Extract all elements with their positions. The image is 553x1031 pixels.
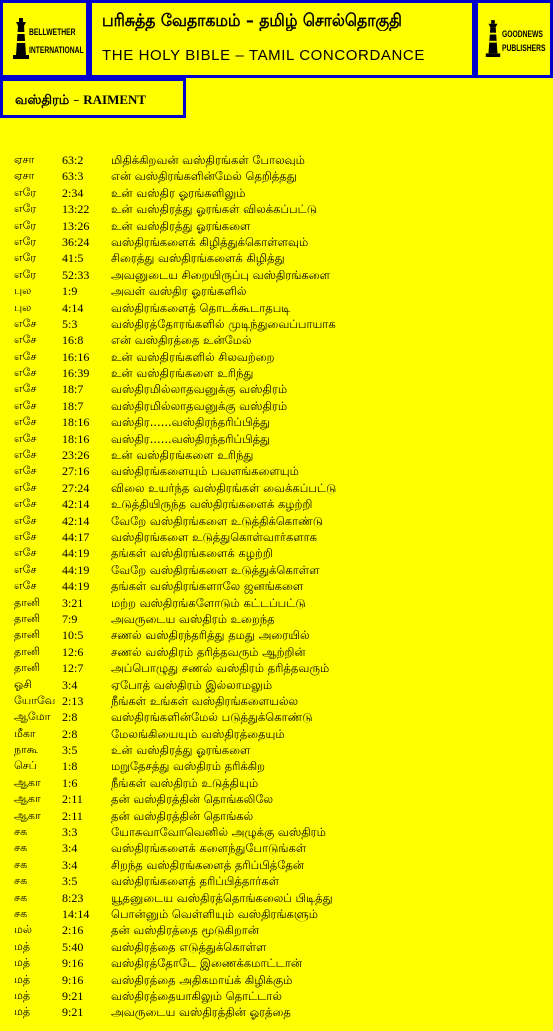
entry-text: வேறே வஸ்திரங்களை உடுத்துக்கொள்ள — [111, 562, 320, 577]
entry-reference: 16:39 — [62, 366, 90, 381]
entry-book: எசே — [14, 415, 37, 429]
entry-reference: 8:23 — [62, 890, 84, 905]
entry-row — [0, 152, 553, 168]
entry-text: வஸ்திரத்தை அதிகமாய்க் கிழிக்கும் — [111, 972, 293, 987]
entry-reference: 23:26 — [62, 448, 90, 463]
entry-book: எரே — [14, 251, 37, 265]
entry-row — [0, 693, 553, 709]
entry-row — [0, 349, 553, 365]
entry-book: சக — [14, 906, 28, 920]
entry-text: வஸ்திரங்களை உடுத்துகொள்வார்களாக — [111, 529, 318, 544]
entry-reference: 4:14 — [62, 300, 84, 315]
entry-row — [0, 414, 553, 430]
entry-reference: 44:19 — [62, 562, 90, 577]
entry-reference: 18:16 — [62, 415, 90, 430]
headword-dash: – — [73, 93, 80, 107]
goodnews-logo-box — [475, 0, 553, 78]
entry-text: வஸ்திரங்களின்மேல் படுத்துக்கொண்டு — [111, 710, 313, 725]
entry-text: அவனுடைய சிறையிருப்பு வஸ்திரங்களை — [111, 267, 331, 282]
entry-book: மத் — [14, 939, 31, 953]
entry-row — [0, 381, 553, 397]
entry-reference: 3:3 — [62, 825, 78, 840]
entry-book: நாகூ — [14, 743, 38, 757]
entry-book: தானி — [14, 611, 41, 625]
entry-reference: 18:7 — [62, 398, 84, 413]
entry-reference: 5:40 — [62, 939, 84, 954]
headword-box — [0, 78, 186, 118]
entry-row — [0, 873, 553, 889]
entry-text: யூதனுடைய வஸ்திரத்தொங்கலைப் பிடித்து — [111, 890, 333, 905]
entry-reference: 44:19 — [62, 546, 90, 561]
entry-text: வஸ்திரங்களைக் கிழித்துக்கொள்ளவும் — [111, 234, 309, 249]
entry-reference: 2:34 — [62, 185, 84, 200]
entry-text: வஸ்திரத்தோரங்களில் முடிந்துவைப்பாயாக — [111, 316, 336, 331]
entry-row — [0, 709, 553, 725]
entry-text: அவருடைய வஸ்திரம் உறைந்த — [111, 611, 275, 626]
entry-reference: 52:33 — [62, 267, 90, 282]
entry-book: எசே — [14, 529, 37, 543]
entry-row — [0, 972, 553, 988]
entry-text: வஸ்திரமில்லாதவனுக்கு வஸ்திரம் — [111, 382, 288, 397]
entry-text: சணல் வஸ்திரந்தரித்து தமது அரையில் — [111, 628, 310, 643]
entry-reference: 63:2 — [62, 153, 84, 167]
entry-row — [0, 267, 553, 283]
bellwether-logo-line-2: INTERNATIONAL — [29, 45, 84, 55]
entry-text: உன் வஸ்திரங்களை உரிந்து — [111, 366, 254, 381]
entry-row — [0, 922, 553, 938]
entry-text: நீங்கள் வஸ்திரம் உடுத்தியும் — [111, 775, 259, 790]
entry-text: வஸ்திரங்களையும் பவளங்களையும் — [111, 464, 299, 479]
entry-reference: 2:8 — [62, 710, 78, 725]
entry-reference: 12:7 — [62, 661, 84, 676]
entry-text: ஏபோத் வஸ்திரம் இல்லாமலும் — [111, 677, 273, 692]
entry-row — [0, 365, 553, 381]
entry-row — [0, 250, 553, 266]
entry-book: எசே — [14, 464, 37, 478]
entry-row — [0, 480, 553, 496]
entry-row — [0, 201, 553, 217]
entry-book: மத் — [14, 956, 31, 970]
entry-text: உன் வஸ்திரத்து ஓரங்களை — [111, 743, 251, 758]
entry-text: தன் வஸ்திரத்தின் தொங்கலிலே — [111, 792, 274, 807]
entry-reference: 18:7 — [62, 382, 84, 397]
entry-row — [0, 300, 553, 316]
entry-row — [0, 562, 553, 578]
entry-reference: 7:9 — [62, 611, 78, 626]
entry-text: சிரைத்து வஸ்திரங்களைக் கிழித்து — [111, 251, 285, 266]
entry-reference: 2:16 — [62, 923, 84, 938]
entry-reference: 44:19 — [62, 579, 90, 594]
entry-row — [0, 431, 553, 447]
entry-book: மத் — [14, 988, 31, 1002]
entry-book: எசே — [14, 448, 37, 462]
entry-book: சக — [14, 874, 28, 888]
entry-book: எசே — [14, 349, 37, 363]
entry-text: வஸ்திர......வஸ்திரந்தரிப்பித்து — [111, 431, 271, 446]
entry-row — [0, 234, 553, 250]
entry-book: சக — [14, 841, 28, 855]
entry-text: சிறந்த வஸ்திரங்களைத் தரிப்பித்தேன் — [111, 857, 305, 872]
entry-book: எசே — [14, 497, 37, 511]
entry-book: எரே — [14, 202, 37, 216]
entry-text: அவள் வஸ்திர ஓரங்களில் — [111, 284, 247, 299]
title-box — [89, 0, 475, 78]
goodnews-logo — [478, 3, 550, 75]
lighthouse-icon — [484, 17, 502, 61]
bellwether-logo-line-1: BELLWETHER — [29, 27, 76, 37]
bellwether-logo — [3, 3, 86, 75]
entry-book: எசே — [14, 480, 37, 494]
entry-row — [0, 168, 553, 184]
entry-text: வஸ்திரத்தை எடுத்துக்கொள்ள — [111, 939, 267, 954]
entry-text: உன் வஸ்திர ஓரங்களிலும் — [111, 185, 246, 200]
entry-book: சக — [14, 890, 28, 904]
entry-row — [0, 857, 553, 873]
entry-book: ஏசா — [14, 153, 35, 166]
entry-text: தன் வஸ்திரத்தை மூடுகிறான் — [111, 923, 259, 938]
entry-book: எசே — [14, 316, 37, 330]
goodnews-logo-line-1: GOODNEWS — [502, 29, 543, 39]
entry-reference: 9:16 — [62, 972, 84, 987]
entry-book: எசே — [14, 366, 37, 380]
entry-row — [0, 463, 553, 479]
entry-text: மற்ற வஸ்திரங்களோடும் கட்டப்பட்டு — [111, 595, 306, 610]
entry-text: என் வஸ்திரத்தை உன்மேல் — [111, 333, 252, 348]
entry-row — [0, 447, 553, 463]
entry-reference: 27:24 — [62, 480, 90, 495]
entry-reference: 2:11 — [62, 792, 83, 807]
entry-row — [0, 283, 553, 299]
entry-text: வஸ்திரமில்லாதவனுக்கு வஸ்திரம் — [111, 398, 288, 413]
entry-text: யோசுவாவோவெனில் அழுக்கு வஸ்திரம் — [111, 825, 326, 840]
entry-book: செப் — [14, 759, 37, 773]
headword-english: RAIMENT — [83, 92, 147, 107]
entry-reference: 5:3 — [62, 316, 78, 331]
entry-reference: 41:5 — [62, 251, 84, 266]
entry-row — [0, 644, 553, 660]
entry-row — [0, 496, 553, 512]
entry-text: வஸ்திரங்களைத் தொடக்கூடாதபடி — [111, 300, 291, 315]
entry-reference: 3:4 — [62, 857, 78, 872]
entry-text: விலை உயர்ந்த வஸ்திரங்கள் வைக்கப்பட்டு — [111, 480, 337, 495]
entry-book: மத் — [14, 1005, 31, 1019]
entry-book: ஆகா — [14, 792, 41, 806]
entry-row — [0, 808, 553, 824]
entry-reference: 42:14 — [62, 497, 90, 512]
entry-reference: 16:16 — [62, 349, 90, 364]
entry-row — [0, 742, 553, 758]
entry-book: எசே — [14, 333, 37, 347]
entry-reference: 9:16 — [62, 956, 84, 971]
entry-book: எரே — [14, 234, 37, 248]
lighthouse-icon — [11, 17, 31, 61]
title-english: THE HOLY BIBLE – TAMIL CONCORDANCE — [102, 47, 425, 64]
entry-reference: 3:4 — [62, 841, 78, 856]
entry-reference: 2:13 — [62, 693, 84, 708]
entry-reference: 1:6 — [62, 775, 78, 790]
entry-text: வேறே வஸ்திரங்களை உடுத்திக்கொண்டு — [111, 513, 324, 528]
entry-row — [0, 775, 553, 791]
entry-text: தன் வஸ்திரத்தின் தொங்கல் — [111, 808, 254, 823]
entry-reference: 16:8 — [62, 333, 84, 348]
entry-row — [0, 218, 553, 234]
entry-text: உன் வஸ்திரங்களை உரிந்து — [111, 448, 254, 463]
entry-reference: 13:22 — [62, 202, 90, 217]
entry-reference: 3:5 — [62, 743, 78, 758]
entry-reference: 14:14 — [62, 906, 90, 921]
entry-book: ஆகா — [14, 808, 41, 822]
entry-row — [0, 840, 553, 856]
entry-row — [0, 677, 553, 693]
entry-text: தங்கள் வஸ்திரங்களாலே ஜனங்களை — [111, 579, 304, 594]
entry-reference: 13:26 — [62, 218, 90, 233]
entry-row — [0, 398, 553, 414]
entry-row — [0, 791, 553, 807]
entry-text: அப்பொழுது சணல் வஸ்திரம் தரித்தவரும் — [111, 661, 330, 676]
entry-book: எசே — [14, 431, 37, 445]
entry-book: ஓசி — [14, 677, 32, 691]
entry-book: புல — [14, 284, 32, 298]
entry-book: ஏசா — [14, 169, 35, 183]
entry-row — [0, 824, 553, 840]
entry-book: எசே — [14, 398, 37, 412]
entry-row — [0, 611, 553, 627]
entry-text: உன் வஸ்திரத்து ஓரங்கள் விலக்கப்பட்டு — [111, 202, 318, 217]
entry-reference: 27:16 — [62, 464, 90, 479]
entry-row — [0, 545, 553, 561]
entry-reference: 2:8 — [62, 726, 78, 741]
entry-book: தானி — [14, 661, 41, 675]
entry-row — [0, 185, 553, 201]
entry-reference: 18:16 — [62, 431, 90, 446]
entry-text: மேலங்கியையும் வஸ்திரத்தையும் — [111, 726, 285, 741]
entry-row — [0, 726, 553, 742]
entry-reference: 2:11 — [62, 808, 83, 823]
entry-text: உடுத்தியிருந்த வஸ்திரங்களைக் கழற்றி — [111, 497, 313, 512]
entry-text: சணல் வஸ்திரம் தரித்தவரும் ஆற்றின் — [111, 644, 306, 659]
entry-reference: 63:3 — [62, 169, 84, 184]
entry-reference: 1:9 — [62, 284, 78, 299]
entry-reference: 1:8 — [62, 759, 78, 774]
entry-row — [0, 332, 553, 348]
entry-book: யோவே — [14, 693, 56, 707]
goodnews-logo-line-2: PUBLISHERS — [502, 43, 546, 53]
entry-row — [0, 1004, 553, 1020]
entry-book: சக — [14, 857, 28, 871]
entry-row — [0, 955, 553, 971]
entry-reference: 3:5 — [62, 874, 78, 889]
entry-book: எசே — [14, 513, 37, 527]
entry-book: புல — [14, 300, 32, 314]
entry-text: அவருடைய வஸ்திரத்தின் ஓரத்தை — [111, 1005, 291, 1020]
entry-row — [0, 513, 553, 529]
entry-book: எரே — [14, 185, 37, 199]
entry-book: எசே — [14, 562, 37, 576]
entry-reference: 9:21 — [62, 988, 84, 1003]
entry-row — [0, 906, 553, 922]
entry-book: ஆகா — [14, 775, 41, 789]
entry-text: வஸ்திரத்தையாகிலும் தொட்டால் — [111, 988, 282, 1003]
entry-text: உன் வஸ்திரத்து ஓரங்களை — [111, 218, 251, 233]
entry-row — [0, 660, 553, 676]
bellwether-logo-box — [0, 0, 89, 78]
entry-reference: 36:24 — [62, 234, 90, 249]
entry-text: தங்கள் வஸ்திரங்களைக் கழற்றி — [111, 546, 273, 561]
entry-book: தானி — [14, 644, 41, 658]
title-tamil: பரிசுத்த வேதாகமம் – தமிழ் சொல்தொகுதி — [102, 11, 402, 31]
entry-book: எரே — [14, 267, 37, 281]
entry-book: மத் — [14, 972, 31, 986]
entry-book: ஆமோ — [14, 710, 51, 724]
entry-book: தானி — [14, 595, 41, 609]
entry-reference: 9:21 — [62, 1005, 84, 1020]
entry-text: வஸ்திர......வஸ்திரந்தரிப்பித்து — [111, 415, 271, 430]
entry-text: மிதிக்கிறவன் வஸ்திரங்கள் போலவும் — [111, 153, 305, 167]
entry-row — [0, 529, 553, 545]
entry-row — [0, 316, 553, 332]
entry-book: தானி — [14, 628, 41, 642]
entry-row — [0, 578, 553, 594]
entry-reference: 10:5 — [62, 628, 84, 643]
headword — [15, 89, 146, 109]
entry-text: நீங்கள் உங்கள் வஸ்திரங்களையல்ல — [111, 693, 299, 708]
entry-row — [0, 758, 553, 774]
entry-reference: 12:6 — [62, 644, 84, 659]
entry-row — [0, 595, 553, 611]
entry-book: மீகா — [14, 726, 36, 740]
concordance-entries — [0, 152, 553, 1021]
entry-row — [0, 890, 553, 906]
entry-book: சக — [14, 825, 28, 839]
entry-book: மல் — [14, 923, 32, 937]
entry-text: வஸ்திரங்களைக் களைந்துபோடுங்கள் — [111, 841, 307, 856]
headword-tamil: வஸ்திரம் — [15, 93, 70, 108]
entry-text: என் வஸ்திரங்களின்மேல் தெறித்தது — [111, 169, 297, 184]
entry-text: வஸ்திரத்தோடே இணைக்கமாட்டான் — [111, 956, 302, 971]
entry-book: எசே — [14, 579, 37, 593]
entry-book: எரே — [14, 218, 37, 232]
entry-book: எசே — [14, 382, 37, 396]
entry-row — [0, 627, 553, 643]
entry-reference: 44:17 — [62, 529, 90, 544]
entry-text: வஸ்திரங்களைத் தரிப்பித்தார்கள் — [111, 874, 280, 889]
entry-text: பொன்னும் வெள்ளியும் வஸ்திரங்களும் — [111, 906, 318, 921]
entry-row — [0, 988, 553, 1004]
entry-row — [0, 939, 553, 955]
entry-reference: 3:4 — [62, 677, 78, 692]
entry-reference: 3:21 — [62, 595, 84, 610]
entry-book: எசே — [14, 546, 37, 560]
entry-text: மறுதேசத்து வஸ்திரம் தரிக்கிற — [111, 759, 266, 774]
entry-reference: 42:14 — [62, 513, 90, 528]
entry-text: உன் வஸ்திரங்களில் சிலவற்றை — [111, 349, 275, 364]
